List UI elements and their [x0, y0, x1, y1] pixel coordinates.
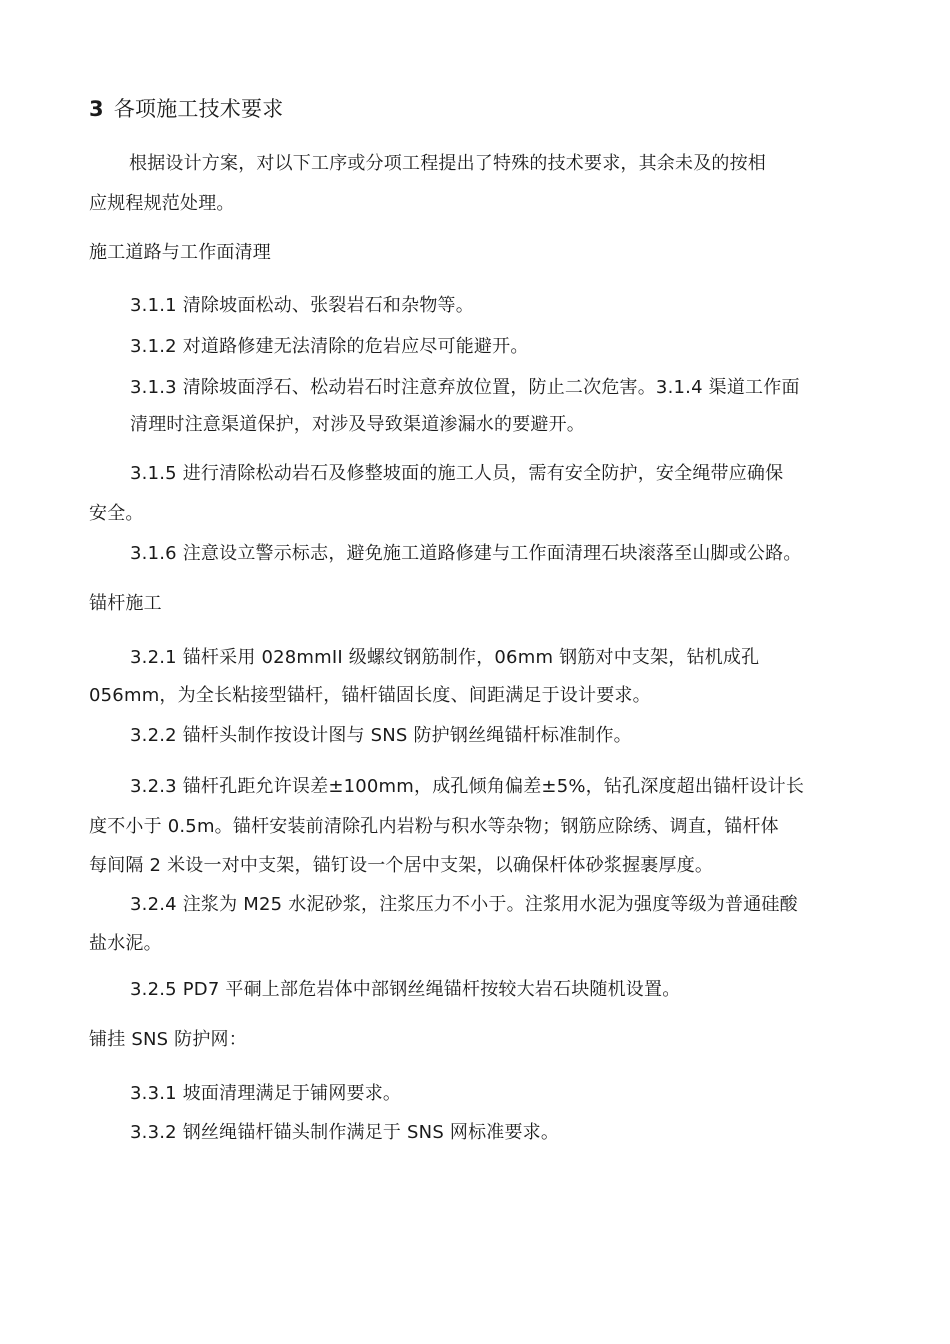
paragraph-line: 清理时注意渠道保护，对涉及导致渠道渗漏水的要避开。 [130, 414, 585, 435]
paragraph-line: 盐水泥。 [89, 933, 162, 954]
subsection-heading: 施工道路与工作面清理 [89, 242, 271, 263]
section-title-text: 各项施工技术要求 [113, 97, 284, 121]
paragraph-line: 3.3.2 钢丝绳锚杆锚头制作满足于 SNS 网标准要求。 [130, 1122, 560, 1143]
section-title [89, 95, 283, 123]
paragraph-line: 3.2.1 锚杆采用 028mmII 级螺纹钢筋制作，06mm 钢筋对中支架，钻机成孔 [130, 647, 760, 668]
paragraph-line: 3.2.5 PD7 平硐上部危岩体中部钢丝绳锚杆按较大岩石块随机设置。 [130, 979, 681, 1000]
subsection-heading: 铺挂 SNS 防护网： [89, 1029, 247, 1050]
paragraph-line: 3.1.3 清除坡面浮石、松动岩石时注意弃放位置，防止二次危害。3.1.4 渠道工作面 [130, 377, 800, 398]
section-number: 3 [89, 97, 104, 121]
paragraph-line: 安全。 [89, 503, 144, 524]
paragraph-line: 3.2.3 锚杆孔距允许误差±100mm，成孔倾角偏差±5%，钻孔深度超出锚杆设计长 [130, 776, 805, 797]
paragraph-line: 3.2.2 锚杆头制作按设计图与 SNS 防护钢丝绳锚杆标准制作。 [130, 725, 632, 746]
paragraph-line: 3.1.5 进行清除松动岩石及修整坡面的施工人员，需有安全防护，安全绳带应确保 [130, 463, 784, 484]
subsection-heading: 锚杆施工 [89, 593, 162, 614]
paragraph-line: 3.1.6 注意设立警示标志，避免施工道路修建与工作面清理石块滚落至山脚或公路。 [130, 543, 802, 564]
paragraph-line: 3.2.4 注浆为 M25 水泥砂浆，注浆压力不小于。注浆用水泥为强度等级为普通硅酸 [130, 894, 798, 915]
paragraph-line: 056mm，为全长粘接型锚杆，锚杆锚固长度、间距满足于设计要求。 [89, 685, 651, 706]
intro-line: 根据设计方案，对以下工序或分项工程提出了特殊的技术要求，其余未及的按相 [129, 153, 766, 174]
paragraph-line: 每间隔 2 米设一对中支架，锚钉设一个居中支架，以确保杆体砂浆握裹厚度。 [89, 855, 714, 876]
intro-line: 应规程规范处理。 [89, 193, 235, 214]
paragraph-line: 3.3.1 坡面清理满足于铺网要求。 [130, 1083, 402, 1104]
paragraph-line: 度不小于 0.5m。锚杆安装前清除孔内岩粉与积水等杂物；钢筋应除绣、调直，锚杆体 [89, 816, 779, 837]
paragraph-line: 3.1.1 清除坡面松动、张裂岩石和杂物等。 [130, 295, 474, 316]
paragraph-line: 3.1.2 对道路修建无法清除的危岩应尽可能避开。 [130, 336, 529, 357]
